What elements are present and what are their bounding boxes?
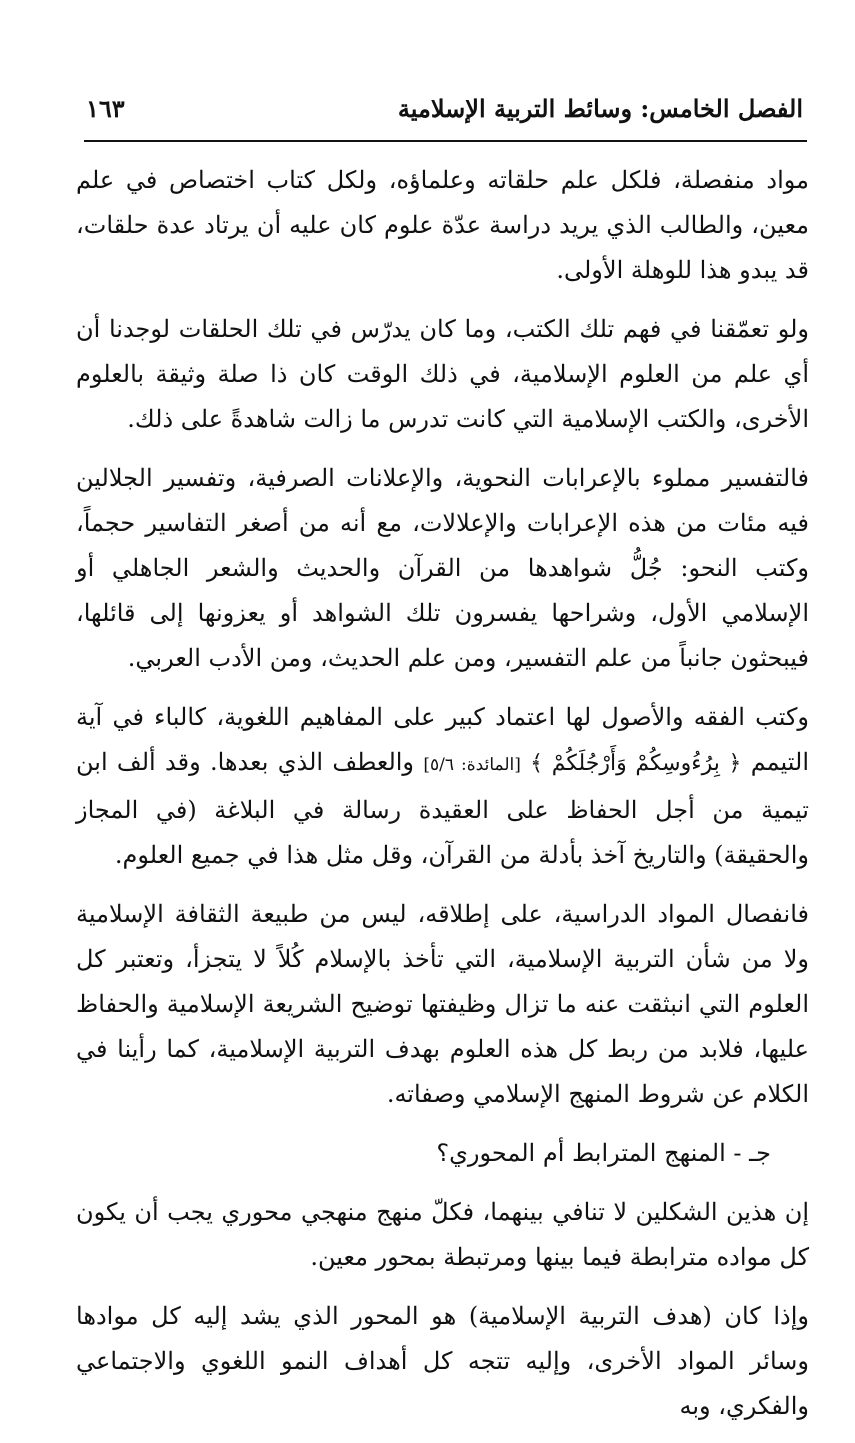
paragraph-1: مواد منفصلة، فلكل علم حلقاته وعلماؤه، ولكل كتاب اختصاص في علم معين، والطالب الذي يريد دراسة عدّة علوم كان عليه أن يرتاد عدة حلقات، قد يبدو هذا للوهلة الأولى. bbox=[76, 166, 809, 284]
paragraph-6: إن هذين الشكلين لا تنافي بينهما، فكلّ منهج منهجي محوري يجب أن يكون كل مواده مترابطة فيما بينها ومرتبطة بمحور معين. bbox=[76, 1198, 809, 1271]
paragraph-2: ولو تعمّقنا في فهم تلك الكتب، وما كان يدرّس في تلك الحلقات لوجدنا أن أي علم من العلوم الإسلامية، في ذلك الوقت كان ذا صلة وثيقة بالعلوم الأخرى، والكتب الإسلامية التي كانت تدرس ما زالت شاهدةً على ذلك. bbox=[76, 315, 810, 433]
quran-verse: ﴿ بِرُءُوسِكُمْ وَأَرْجُلَكُمْ ﴾ bbox=[530, 751, 742, 776]
chapter-title: الفصل الخامس: وسائط التربية الإسلامية bbox=[397, 93, 803, 123]
paragraph-7: وإذا كان (هدف التربية الإسلامية) هو المحور الذي يشد إليه كل موادها وسائر المواد الأخرى، وإليه تتجه كل أهداف النمو اللغوي والاجتماعي والفكري، وبه bbox=[76, 1302, 810, 1420]
page-number: ١٦٣ bbox=[86, 93, 125, 123]
paragraph-4-end: والعطف الذي بعدها. وقد ألف ابن تيمية من أجل الحفاظ على العقيدة رسالة في البلاغة (في المجاز والحقيقة) والتاريخ آخذ بأدلة من القرآن، وقل مثل هذا في جميع العلوم. bbox=[76, 748, 809, 869]
running-header bbox=[86, 88, 803, 128]
verse-reference: [المائدة: ٥/٦] bbox=[423, 755, 521, 775]
paragraph-3: فالتفسير مملوء بالإعرابات النحوية، والإعلانات الصرفية، وتفسير الجلالين فيه مئات من هذه الإعرابات والإعلالات، مع أنه من أصغر التفاسير حجماً، وكتب النحو: جُلُّ شواهدها من القرآن والحديث والشعر الجاهلي أو الإسلامي الأول، وشراحها يفسرون تلك الشواهد أو يعزونها إلى قائلها، فيبحثون جانباً من علم التفسير، ومن علم الحديث، ومن الأدب العربي. bbox=[76, 464, 810, 672]
paragraph-4 bbox=[76, 695, 809, 878]
section-heading: جـ - المنهج المترابط أم المحوري؟ bbox=[436, 1139, 771, 1167]
body-text bbox=[76, 158, 809, 1443]
paragraph-4-start: وكتب الفقه والأصول لها اعتماد كبير على المفاهيم اللغوية، كالباء في آية التيمم bbox=[76, 703, 810, 776]
header-rule bbox=[84, 140, 807, 142]
paragraph-5: فانفصال المواد الدراسية، على إطلاقه، ليس من طبيعة الثقافة الإسلامية ولا من شأن التربية الإسلامية، التي تأخذ بالإسلام كُلاً لا يتجزأ، وتعتبر كل العلوم التي انبثقت عنه ما تزال وظيفتها توضيح الشريعة الإسلامية والحفاظ عليها، فلابد من ربط كل هذه العلوم بهدف التربية الإسلامية، كما رأينا في الكلام عن شروط المنهج الإسلامي وصفاته. bbox=[76, 900, 809, 1108]
